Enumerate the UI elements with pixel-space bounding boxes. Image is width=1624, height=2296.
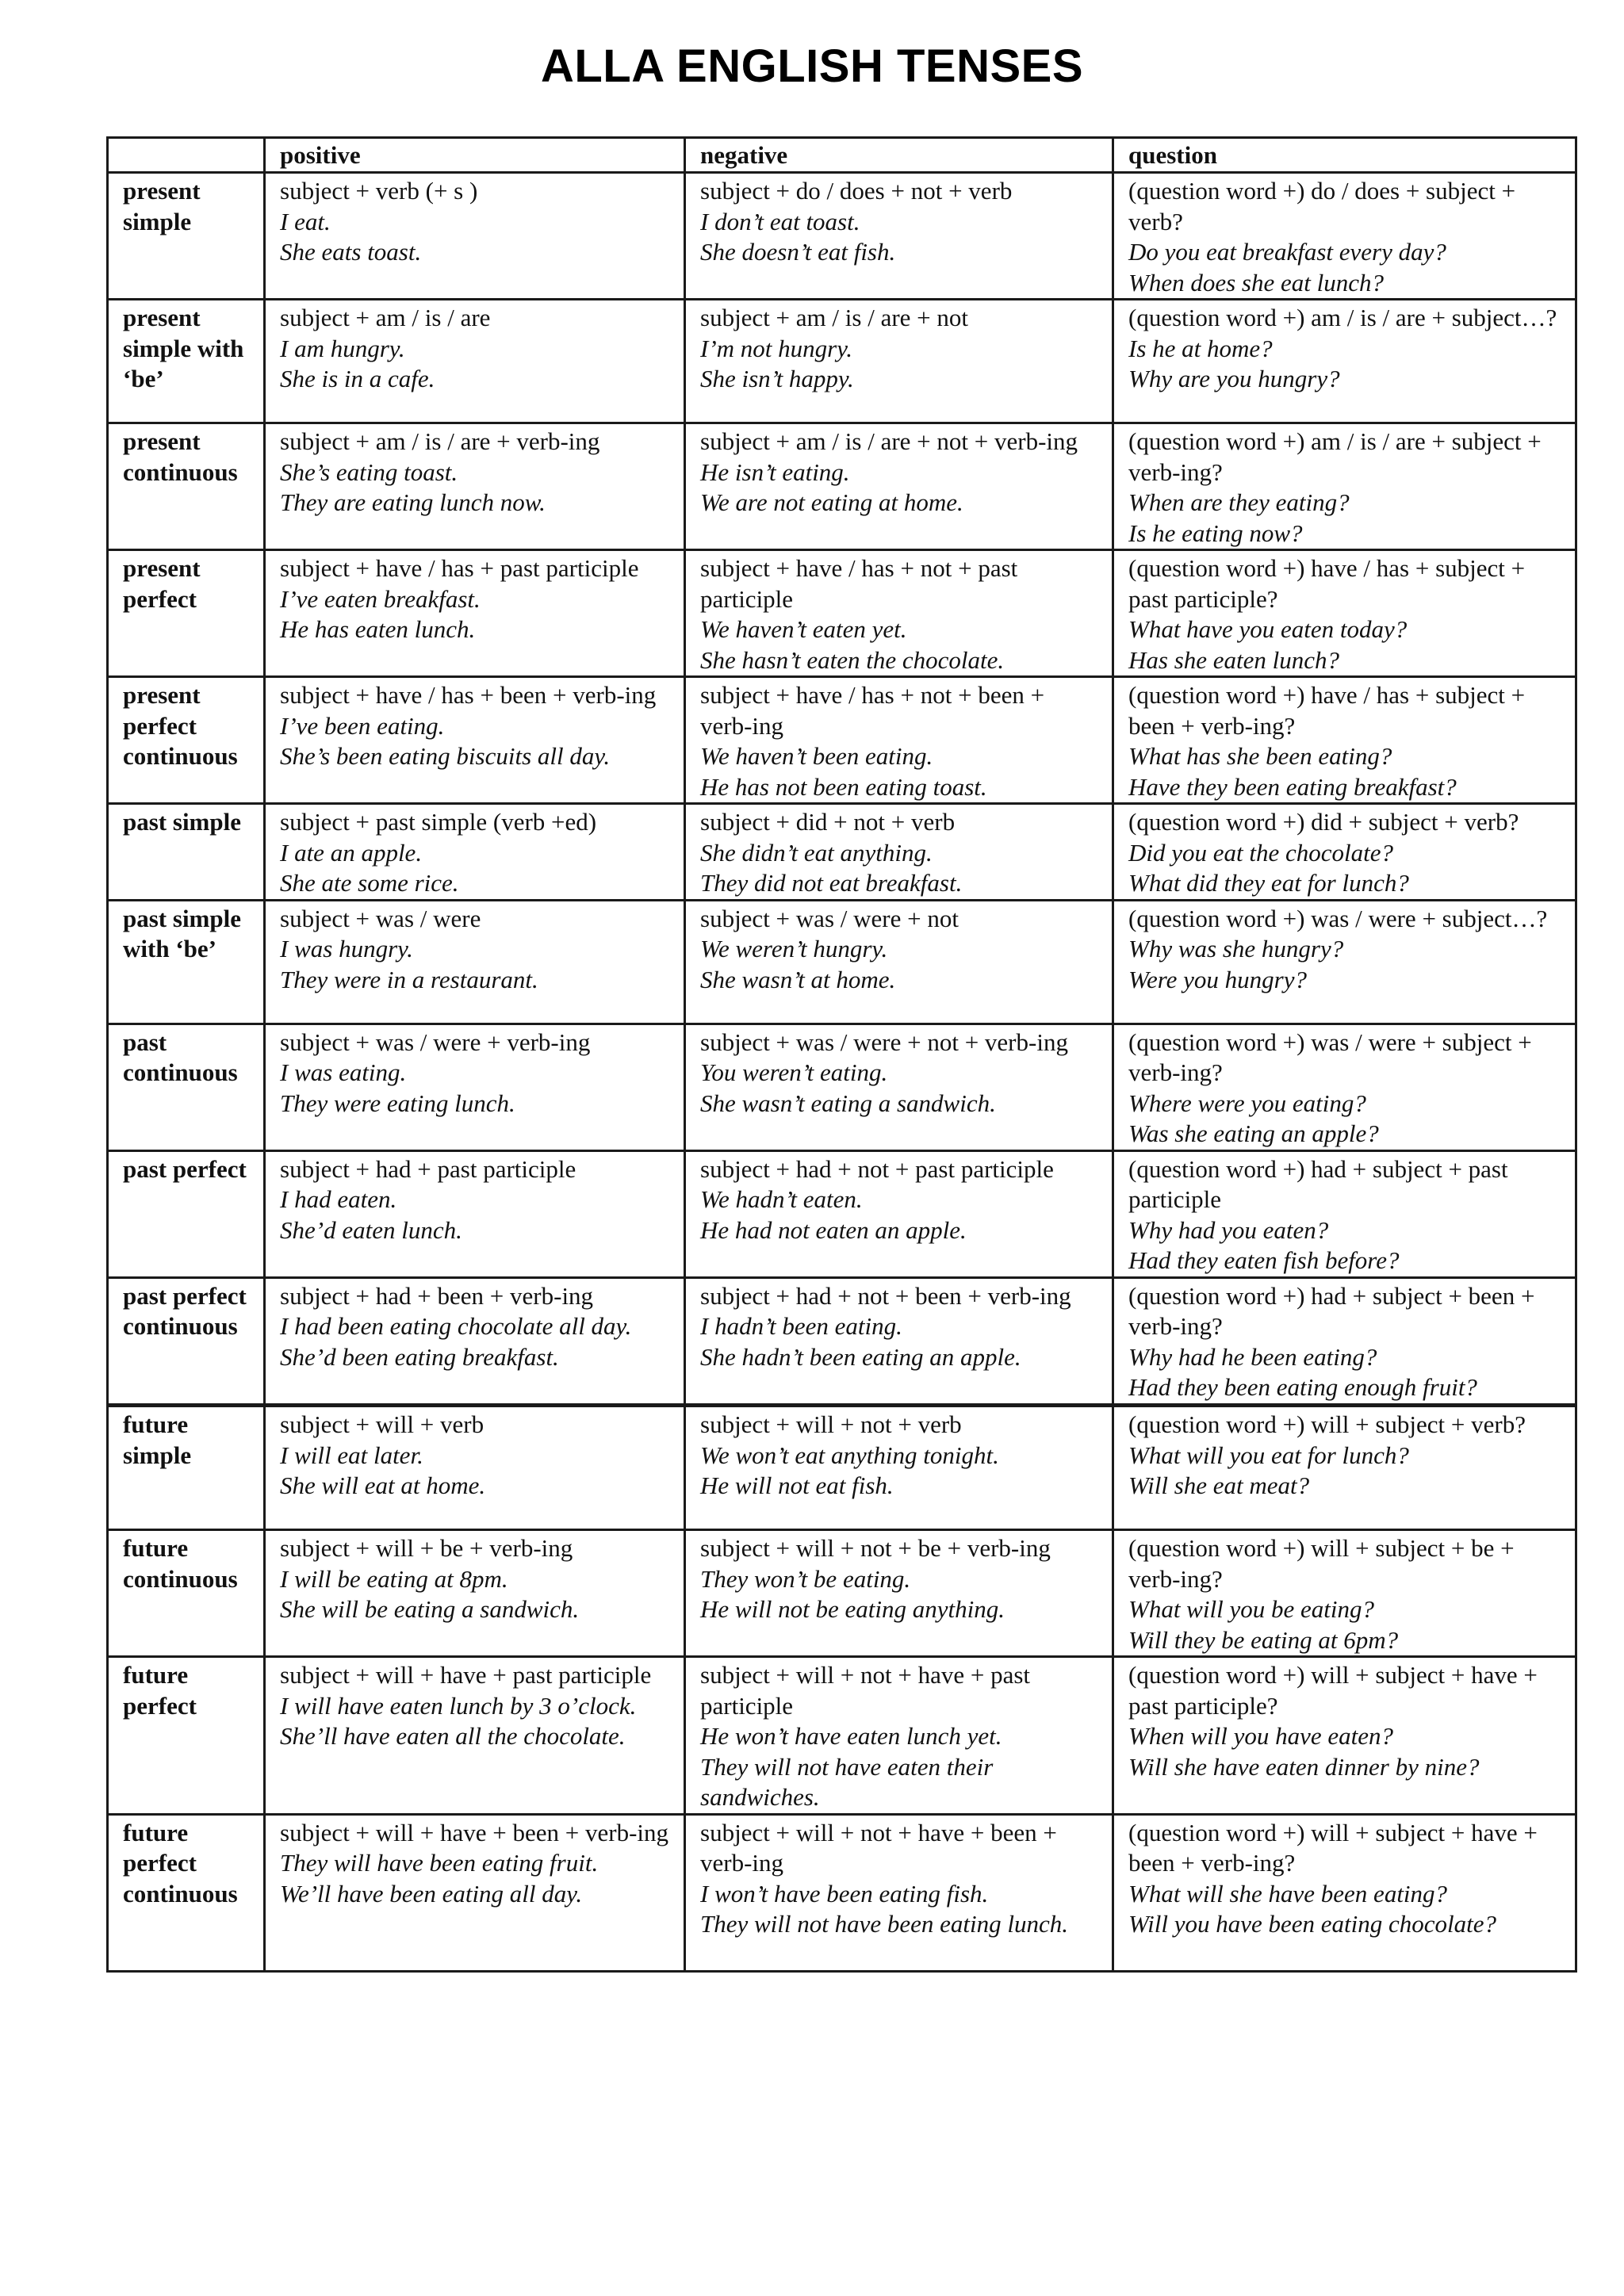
- header-cell-negative: negative: [685, 138, 1113, 173]
- question-example: Is he eating now?: [1128, 519, 1303, 547]
- question-cell: [1113, 1150, 1576, 1277]
- positive-formula: subject + was / were + verb-ing: [280, 1027, 591, 1056]
- question-cell: [1113, 1024, 1576, 1150]
- negative-cell: [685, 1814, 1113, 1971]
- positive-formula: subject + will + verb: [280, 1410, 485, 1438]
- question-cell: [1113, 900, 1576, 1024]
- positive-formula: subject + will + have + past participle: [280, 1661, 652, 1689]
- table-row: [108, 1657, 1576, 1815]
- tense-name-cell: past simple with ‘be’: [108, 900, 265, 1024]
- negative-example: He will not be eating anything.: [700, 1595, 1005, 1623]
- positive-cell: [265, 1406, 685, 1530]
- negative-formula: subject + did + not + verb: [700, 808, 956, 836]
- question-formula: (question word +) will + subject + have + been + verb-ing?: [1128, 1818, 1538, 1877]
- question-formula: (question word +) will + subject + be + verb-ing?: [1128, 1534, 1515, 1593]
- positive-example: I had eaten.: [280, 1185, 397, 1213]
- question-cell: [1113, 1814, 1576, 1971]
- question-formula: (question word +) do / does + subject + verb?: [1128, 177, 1516, 235]
- negative-example: They won’t be eating.: [700, 1564, 911, 1593]
- question-example: When does she eat lunch?: [1128, 268, 1384, 297]
- tenses-table-present: [106, 136, 1575, 805]
- negative-example: They did not eat breakfast.: [700, 869, 963, 897]
- negative-example: We won’t eat anything tonight.: [700, 1441, 999, 1469]
- question-cell: [1113, 1657, 1576, 1815]
- negative-example: We haven’t been eating.: [700, 742, 933, 770]
- question-example: When will you have eaten?: [1128, 1722, 1394, 1750]
- tenses-table-future: [106, 1405, 1575, 1973]
- negative-example: He won’t have eaten lunch yet.: [700, 1722, 1002, 1750]
- table-row: [108, 173, 1576, 300]
- negative-formula: subject + had + not + past participle: [700, 1154, 1054, 1183]
- negative-formula: subject + have / has + not + past participle: [700, 554, 1018, 613]
- positive-formula: subject + had + been + verb-ing: [280, 1281, 594, 1310]
- table-row: [108, 1406, 1576, 1530]
- tense-name-cell: future simple: [108, 1406, 265, 1530]
- question-example: Has she eaten lunch?: [1128, 645, 1340, 674]
- tense-name-cell: past simple: [108, 804, 265, 901]
- question-example: What did they eat for lunch?: [1128, 869, 1409, 897]
- question-example: Was she eating an apple?: [1128, 1119, 1379, 1147]
- tense-name-cell: present continuous: [108, 423, 265, 550]
- table-row: [108, 677, 1576, 804]
- positive-example: They will have been eating fruit.: [280, 1849, 599, 1877]
- negative-example: I hadn’t been eating.: [700, 1312, 902, 1340]
- question-cell: [1113, 173, 1576, 300]
- negative-formula: subject + am / is / are + not: [700, 304, 969, 331]
- table-row: [108, 550, 1576, 677]
- question-example: Have they been eating breakfast?: [1128, 772, 1457, 801]
- question-formula: (question word +) was / were + subject…?: [1128, 904, 1548, 932]
- negative-example: He has not been eating toast.: [700, 772, 987, 801]
- question-cell: [1113, 300, 1576, 423]
- tense-name-cell: present perfect continuous: [108, 677, 265, 804]
- positive-example: She is in a cafe.: [280, 365, 435, 392]
- negative-cell: [685, 1530, 1113, 1657]
- negative-cell: [685, 1277, 1113, 1404]
- positive-cell: [265, 1530, 685, 1657]
- negative-example: We are not eating at home.: [700, 488, 963, 516]
- negative-formula: subject + was / were + not: [700, 904, 959, 932]
- positive-example: She’d eaten lunch.: [280, 1215, 462, 1244]
- positive-example: They were in a restaurant.: [280, 965, 538, 993]
- negative-example: You weren’t eating.: [700, 1058, 888, 1086]
- negative-formula: subject + will + not + verb: [700, 1410, 962, 1438]
- positive-example: I will eat later.: [280, 1441, 423, 1469]
- negative-cell: [685, 804, 1113, 901]
- positive-formula: subject + was / were: [280, 904, 481, 932]
- question-cell: [1113, 1406, 1576, 1530]
- negative-formula: subject + was / were + not + verb-ing: [700, 1027, 1068, 1056]
- negative-example: I’m not hungry.: [700, 334, 853, 362]
- negative-cell: [685, 300, 1113, 423]
- table-row: [108, 1814, 1576, 1971]
- question-example: Were you hungry?: [1128, 965, 1307, 993]
- table-row: [108, 423, 1576, 550]
- table-header-row: [108, 138, 1576, 173]
- negative-cell: [685, 173, 1113, 300]
- positive-cell: [265, 1150, 685, 1277]
- negative-example: She wasn’t eating a sandwich.: [700, 1089, 996, 1117]
- question-formula: (question word +) am / is / are + subject…?: [1128, 304, 1557, 331]
- positive-example: I am hungry.: [280, 334, 405, 362]
- positive-example: She ate some rice.: [280, 869, 459, 897]
- positive-example: She will be eating a sandwich.: [280, 1595, 580, 1623]
- positive-example: I’ve been eating.: [280, 711, 445, 740]
- question-example: What has she been eating?: [1128, 742, 1392, 770]
- table-row: [108, 1530, 1576, 1657]
- negative-example: She doesn’t eat fish.: [700, 238, 896, 266]
- table-row: [108, 804, 1576, 901]
- question-example: Will they be eating at 6pm?: [1128, 1625, 1399, 1654]
- positive-example: I was hungry.: [280, 935, 413, 962]
- question-example: Will she eat meat?: [1128, 1471, 1310, 1499]
- negative-example: He isn’t eating.: [700, 457, 850, 486]
- positive-example: I was eating.: [280, 1058, 407, 1086]
- question-example: Had they been eating enough fruit?: [1128, 1373, 1477, 1401]
- question-formula: (question word +) had + subject + been + verb-ing?: [1128, 1281, 1535, 1340]
- negative-example: She hadn’t been eating an apple.: [700, 1342, 1021, 1371]
- positive-cell: [265, 1657, 685, 1815]
- question-formula: (question word +) will + subject + verb?: [1128, 1410, 1526, 1438]
- positive-example: He has eaten lunch.: [280, 615, 476, 643]
- negative-cell: [685, 1150, 1113, 1277]
- positive-example: She’ll have eaten all the chocolate.: [280, 1722, 626, 1750]
- positive-cell: [265, 1277, 685, 1404]
- tenses-table-past: [106, 802, 1575, 1406]
- tense-name-cell: past continuous: [108, 1024, 265, 1150]
- question-example: Why had he been eating?: [1128, 1342, 1377, 1371]
- negative-cell: [685, 677, 1113, 804]
- positive-cell: [265, 550, 685, 677]
- table-row: [108, 300, 1576, 423]
- table-row: [108, 1277, 1576, 1404]
- question-formula: (question word +) will + subject + have + past participle?: [1128, 1661, 1538, 1720]
- negative-cell: [685, 1657, 1113, 1815]
- negative-example: They will not have eaten their sandwiches.: [700, 1752, 994, 1811]
- negative-cell: [685, 900, 1113, 1024]
- positive-formula: subject + had + past participle: [280, 1154, 576, 1183]
- negative-formula: subject + do / does + not + verb: [700, 177, 1013, 205]
- question-example: Will she have eaten dinner by nine?: [1128, 1752, 1480, 1781]
- positive-cell: [265, 173, 685, 300]
- negative-cell: [685, 1024, 1113, 1150]
- question-formula: (question word +) did + subject + verb?: [1128, 808, 1519, 836]
- tense-name-cell: future continuous: [108, 1530, 265, 1657]
- tense-name-cell: present perfect: [108, 550, 265, 677]
- negative-example: She hasn’t eaten the chocolate.: [700, 645, 1005, 674]
- positive-formula: subject + have / has + past participle: [280, 554, 639, 582]
- page-title: ALLA ENGLISH TENSES: [540, 40, 1084, 92]
- question-example: Had they eaten fish before?: [1128, 1246, 1400, 1274]
- negative-example: We haven’t eaten yet.: [700, 615, 907, 643]
- negative-cell: [685, 423, 1113, 550]
- question-example: Do you eat breakfast every day?: [1128, 238, 1446, 266]
- question-example: What will you eat for lunch?: [1128, 1441, 1409, 1469]
- tense-name-cell: present simple with ‘be’: [108, 300, 265, 423]
- positive-example: She’s eating toast.: [280, 457, 458, 486]
- question-cell: [1113, 550, 1576, 677]
- question-formula: (question word +) have / has + subject + been + verb-ing?: [1128, 681, 1526, 740]
- positive-example: I will be eating at 8pm.: [280, 1564, 508, 1593]
- negative-formula: subject + have / has + not + been + verb-ing: [700, 681, 1045, 740]
- negative-formula: subject + had + not + been + verb-ing: [700, 1281, 1071, 1310]
- negative-cell: [685, 550, 1113, 677]
- table-row: [108, 900, 1576, 1024]
- positive-formula: subject + will + have + been + verb-ing: [280, 1818, 669, 1846]
- negative-cell: [685, 1406, 1113, 1530]
- negative-example: She wasn’t at home.: [700, 965, 896, 993]
- question-example: Is he at home?: [1128, 334, 1273, 362]
- negative-formula: subject + am / is / are + not + verb-ing: [700, 427, 1078, 455]
- header-cell-tense: [108, 138, 265, 173]
- positive-formula: subject + am / is / are + verb-ing: [280, 427, 600, 455]
- positive-cell: [265, 423, 685, 550]
- positive-example: She will eat at home.: [280, 1471, 486, 1499]
- positive-cell: [265, 804, 685, 901]
- question-cell: [1113, 677, 1576, 804]
- question-example: What will you be eating?: [1128, 1595, 1374, 1623]
- question-cell: [1113, 1530, 1576, 1657]
- negative-formula: subject + will + not + be + verb-ing: [700, 1534, 1051, 1562]
- positive-cell: [265, 900, 685, 1024]
- negative-example: I won’t have been eating fish.: [700, 1879, 989, 1908]
- table-row: [108, 1150, 1576, 1277]
- negative-example: We weren’t hungry.: [700, 935, 888, 962]
- positive-cell: [265, 677, 685, 804]
- positive-example: She eats toast.: [280, 238, 422, 266]
- positive-example: We’ll have been eating all day.: [280, 1879, 583, 1908]
- tense-name-cell: past perfect: [108, 1150, 265, 1277]
- positive-example: I eat.: [280, 207, 331, 235]
- negative-example: She didn’t eat anything.: [700, 838, 933, 867]
- tense-name-cell: past perfect continuous: [108, 1277, 265, 1404]
- positive-cell: [265, 300, 685, 423]
- question-cell: [1113, 804, 1576, 901]
- question-example: Why are you hungry?: [1128, 365, 1340, 392]
- question-example: When are they eating?: [1128, 488, 1350, 516]
- question-cell: [1113, 1277, 1576, 1404]
- positive-cell: [265, 1814, 685, 1971]
- tense-name-cell: present simple: [108, 173, 265, 300]
- tense-name-cell: future perfect continuous: [108, 1814, 265, 1971]
- negative-example: He will not eat fish.: [700, 1471, 894, 1499]
- header-cell-question: question: [1113, 138, 1576, 173]
- header-cell-positive: positive: [265, 138, 685, 173]
- negative-example: She isn’t happy.: [700, 365, 854, 392]
- question-example: Why was she hungry?: [1128, 935, 1344, 962]
- positive-formula: subject + past simple (verb +ed): [280, 808, 597, 836]
- question-formula: (question word +) had + subject + past participle: [1128, 1154, 1508, 1213]
- negative-example: He had not eaten an apple.: [700, 1215, 967, 1244]
- negative-formula: subject + will + not + have + past participle: [700, 1661, 1031, 1720]
- positive-example: I had been eating chocolate all day.: [280, 1312, 632, 1340]
- positive-formula: subject + have / has + been + verb-ing: [280, 681, 657, 709]
- positive-example: I’ve eaten breakfast.: [280, 584, 481, 613]
- negative-example: We hadn’t eaten.: [700, 1185, 863, 1213]
- positive-formula: subject + verb (+ s ): [280, 177, 478, 205]
- negative-formula: subject + will + not + have + been + verb-ing: [700, 1818, 1057, 1877]
- negative-example: I don’t eat toast.: [700, 207, 860, 235]
- question-example: Where were you eating?: [1128, 1089, 1366, 1117]
- question-example: Will you have been eating chocolate?: [1128, 1910, 1496, 1938]
- question-example: Why had you eaten?: [1128, 1215, 1329, 1244]
- question-cell: [1113, 423, 1576, 550]
- table-row: [108, 1024, 1576, 1150]
- tense-name-cell: future perfect: [108, 1657, 265, 1815]
- positive-example: They are eating lunch now.: [280, 488, 546, 516]
- positive-example: She’s been eating biscuits all day.: [280, 742, 611, 770]
- positive-formula: subject + am / is / are: [280, 304, 491, 331]
- question-formula: (question word +) was / were + subject + verb-ing?: [1128, 1027, 1532, 1086]
- negative-example: They will not have been eating lunch.: [700, 1910, 1069, 1938]
- question-example: What will she have been eating?: [1128, 1879, 1448, 1908]
- positive-example: I ate an apple.: [280, 838, 423, 867]
- question-example: Did you eat the chocolate?: [1128, 838, 1394, 867]
- question-formula: (question word +) am / is / are + subject + verb-ing?: [1128, 427, 1542, 486]
- positive-formula: subject + will + be + verb-ing: [280, 1534, 573, 1562]
- question-formula: (question word +) have / has + subject + past participle?: [1128, 554, 1526, 613]
- positive-cell: [265, 1024, 685, 1150]
- positive-example: She’d been eating breakfast.: [280, 1342, 559, 1371]
- positive-example: I will have eaten lunch by 3 o’clock.: [280, 1691, 637, 1720]
- question-example: What have you eaten today?: [1128, 615, 1408, 643]
- positive-example: They were eating lunch.: [280, 1089, 515, 1117]
